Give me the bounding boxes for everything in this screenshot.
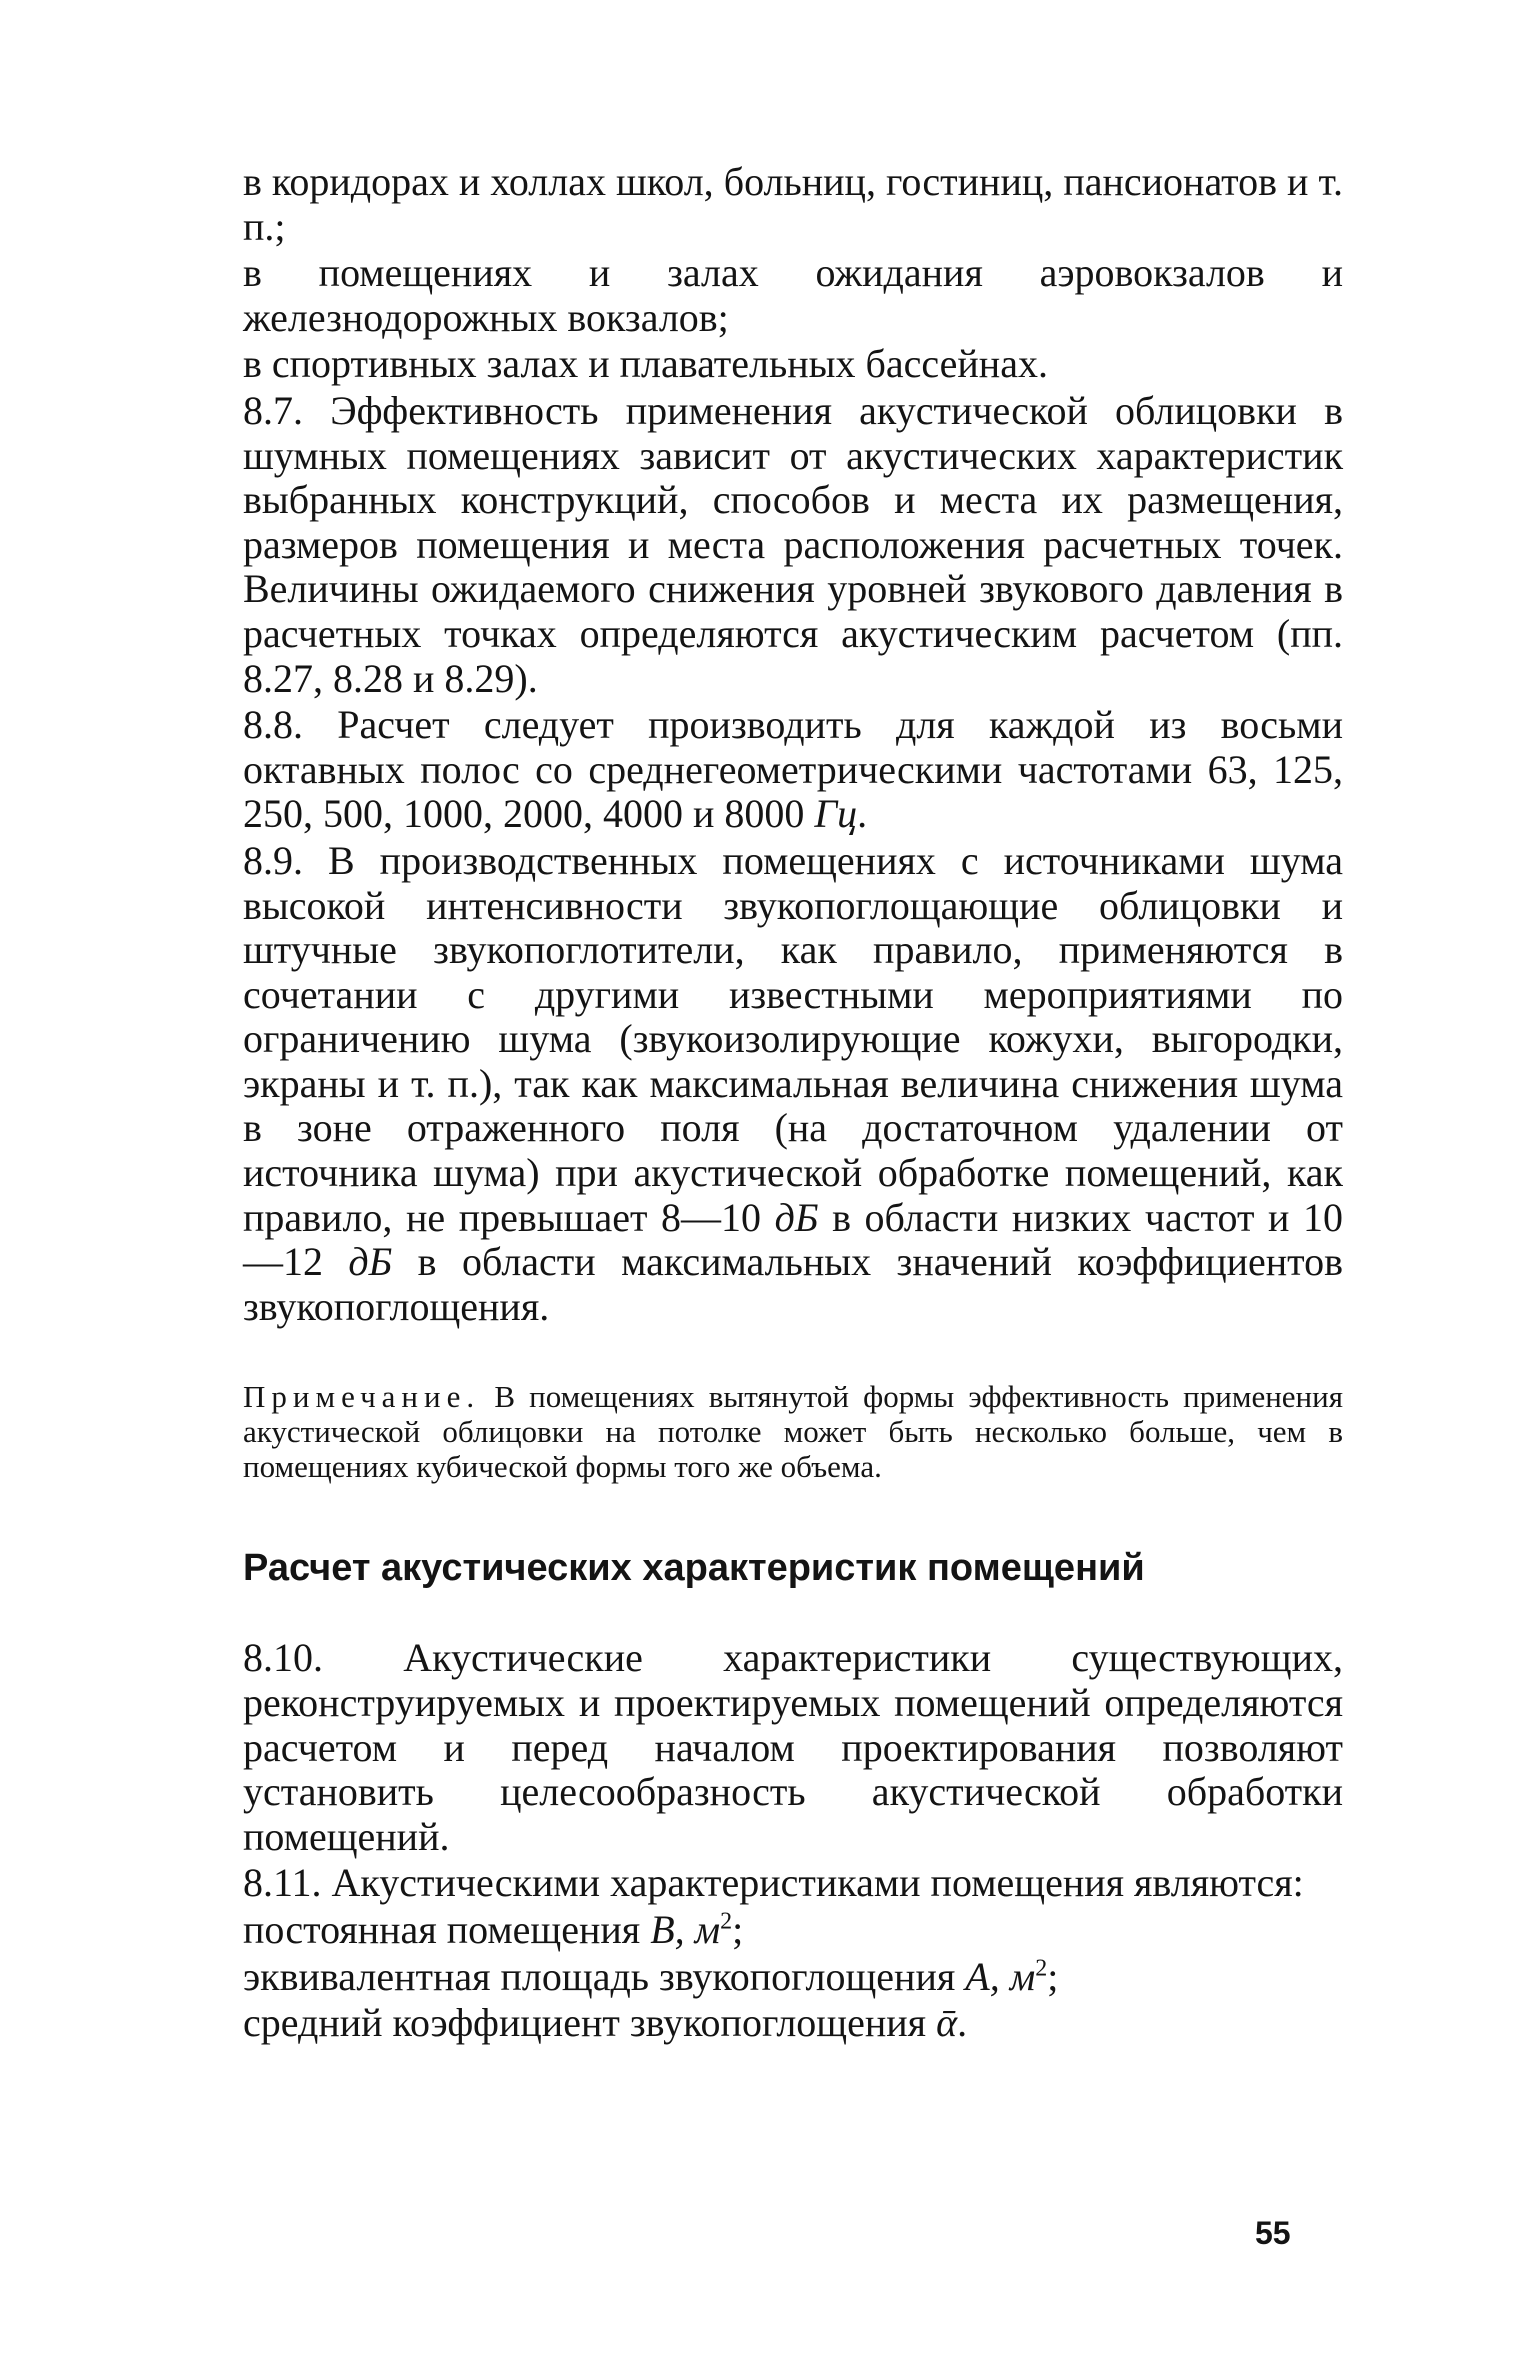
characteristic-item <box>243 1955 1343 2000</box>
list-item <box>243 342 1343 387</box>
paragraph-8-9 <box>243 839 1343 1330</box>
superscript: 2 <box>720 1908 733 1935</box>
paragraph-text: В производственных помещениях с источниками шума высокой интенсивности звукопоглощающие облицовки и штучные звукопоглотители, как правило, применяются в сочетании с другими известными мероприятиями по ограничению шума (звукоизолирующие кожухи, выгородки, экраны и т. п.), так как максимальная величина снижения шума в зоне отраженного поля (на достаточном удалении от источника шума) при акустической обработке помещений, как правило, не превышает 8—10 <box>243 837 1343 1240</box>
paragraph-number: 8.10. <box>243 1635 323 1681</box>
paragraph-number: 8.8. <box>243 702 303 748</box>
characteristic-text: эквивалентная площадь звукопоглощения <box>243 1953 956 1999</box>
paragraph-8-10 <box>243 1636 1343 1859</box>
paragraph-8-8 <box>243 703 1343 837</box>
paragraph-8-7 <box>243 389 1343 701</box>
paragraph-text: Эффективность применения акустической облицовки в шумных помещениях зависит от акустических характеристик выбранных конструкций, способов и места их размещения, размеров помещения и места расположения расчетных точек. Величины ожидаемого снижения уровней звукового давления в расчетных точках определяются акустическим расчетом (пп. 8.27, 8.28 и 8.29). <box>243 387 1343 701</box>
note <box>243 1379 1343 1484</box>
punctuation: ; <box>1047 1953 1059 1999</box>
punctuation: . <box>957 2000 968 2046</box>
document-page <box>243 160 1343 2046</box>
paragraph-text: Акустические характеристики существующих, реконструируемых и проектируемых помещений определяются расчетом и перед началом проектирования позволяют установить целесообразность акустической обработки помещений. <box>243 1635 1343 1859</box>
characteristic-symbol: B, <box>650 1907 685 1952</box>
page-number: 55 <box>1255 2215 1291 2251</box>
paragraph-text: в области низких частот и 10—12 <box>243 1194 1344 1285</box>
paragraph-text: Акустическими характеристиками помещения являются: <box>331 1860 1304 1906</box>
paragraph-text: Расчет следует производить для каждой из восьми октавных полос со среднегеометрическими частотами 63, 125, 250, 500, 1000, 2000, 4000 и 8000 <box>243 702 1344 837</box>
unit-text: дБ <box>774 1194 819 1240</box>
punctuation: ; <box>732 1907 744 1952</box>
list-item-text: в коридорах и холлах школ, больниц, гостиниц, пансионатов и т. п.; <box>243 159 1343 249</box>
list-item-text: в помещениях и залах ожидания аэровокзалов и железнодорожных вокзалов; <box>243 250 1343 340</box>
paragraph-text: в области максимальных значений коэффициентов звукопоглощения. <box>243 1239 1344 1329</box>
unit-text: дБ <box>348 1239 393 1285</box>
list-item <box>243 251 1343 340</box>
characteristic-unit: м <box>1009 1953 1036 1999</box>
section-heading: Расчет акустических характеристик помещений <box>243 1547 1145 1590</box>
paragraph-number: 8.9. <box>243 837 303 883</box>
paragraph-number: 8.11. <box>243 1860 322 1906</box>
list-item-text: в спортивных залах и плавательных бассейнах. <box>243 341 1048 387</box>
characteristic-unit: м <box>694 1907 721 1952</box>
note-label: Примечание. <box>243 1379 481 1415</box>
unit-text: Гц <box>814 791 858 837</box>
characteristic-text: постоянная помещения <box>243 1907 641 1952</box>
characteristic-text: средний коэффициент звукопоглощения <box>243 2000 927 2046</box>
note-text: В помещениях вытянутой формы эффективность применения акустической облицовки на потолке может быть несколько больше, чем в помещениях кубической формы того же объема. <box>243 1379 1344 1485</box>
superscript: 2 <box>1035 1955 1048 1982</box>
punctuation: . <box>857 791 868 837</box>
list-item <box>243 160 1343 249</box>
characteristic-item <box>243 2001 1343 2046</box>
characteristic-symbol: A, <box>965 1953 1000 1999</box>
characteristic-item <box>243 1908 1343 1953</box>
characteristic-symbol: ᾱ <box>936 2000 958 2046</box>
paragraph-8-11 <box>243 1861 1343 1906</box>
paragraph-number: 8.7. <box>243 387 303 433</box>
